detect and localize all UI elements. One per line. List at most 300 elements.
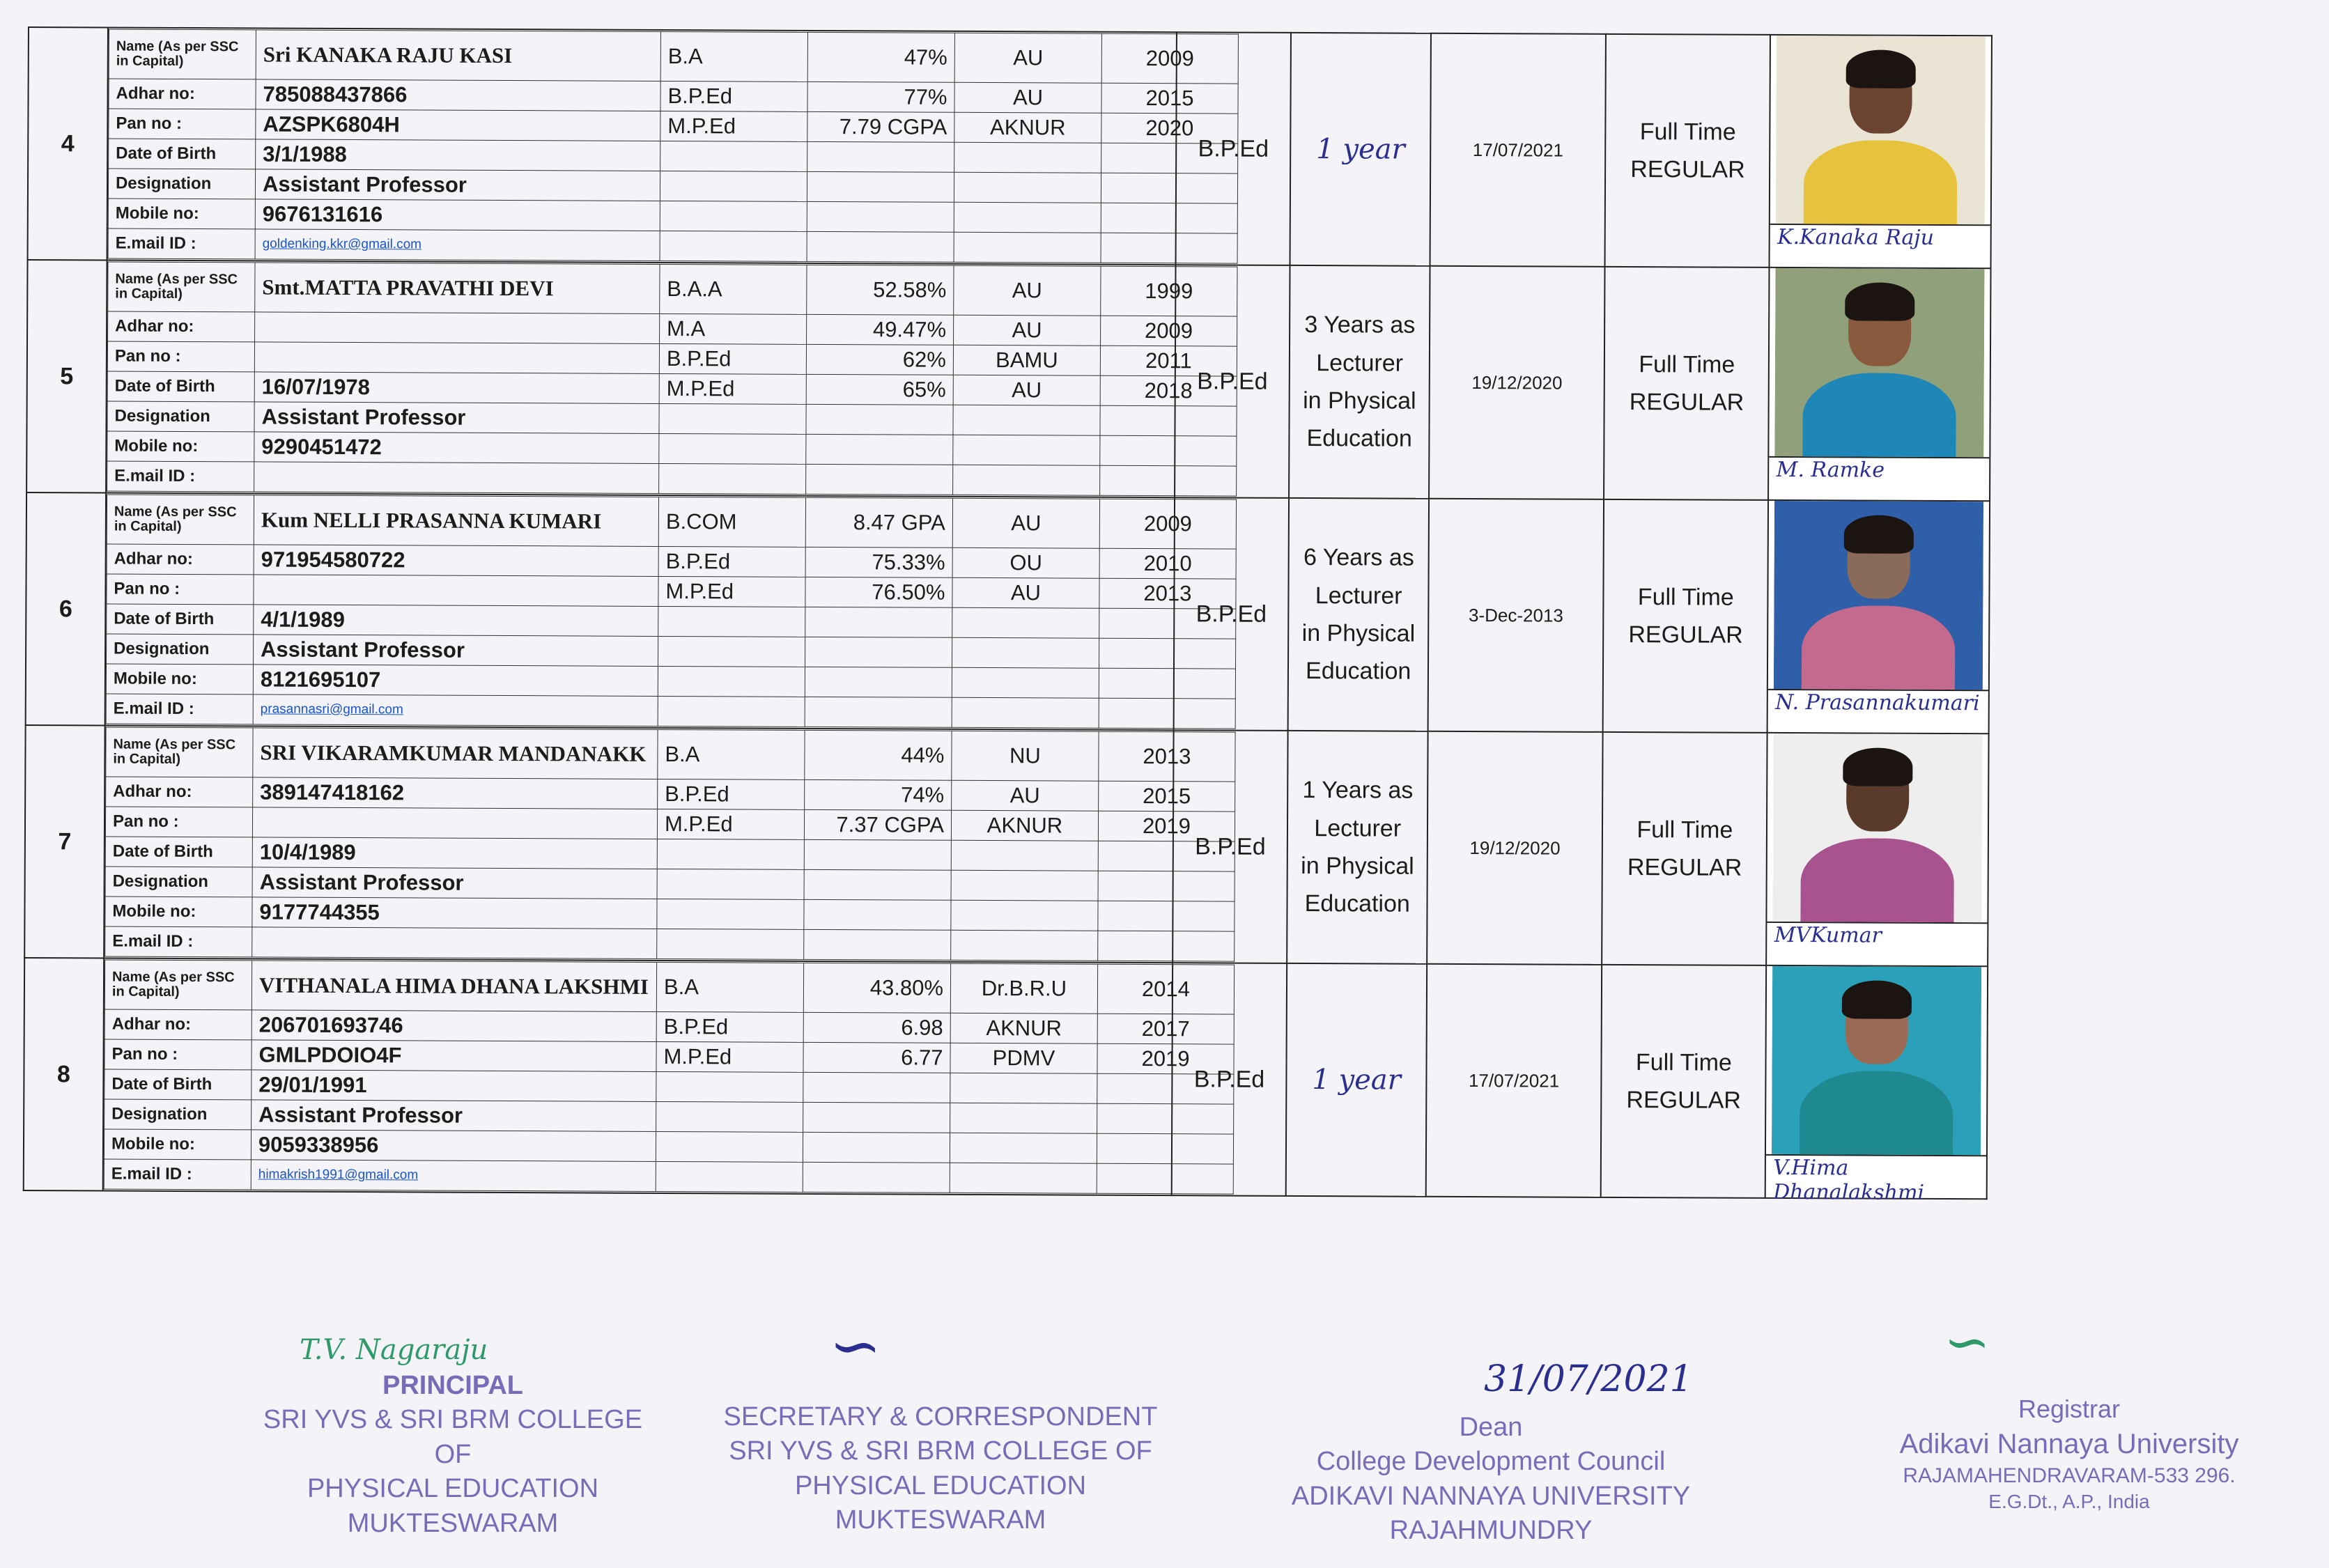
detail-row (109, 79, 1238, 114)
qualification-univ (951, 840, 1098, 871)
field-label-pan: Pan no : (107, 341, 254, 372)
qualification-yr: 2011 (1100, 346, 1237, 376)
field-label-adhar: Adhar no: (106, 777, 253, 807)
nature-of-appointment (1602, 732, 1767, 965)
field-value-designation: Assistant Professor (254, 402, 659, 434)
qualification-univ (953, 405, 1100, 435)
nature-of-appointment (1605, 34, 1771, 267)
field-value-pan (254, 575, 658, 607)
qualification-pct (803, 1132, 950, 1163)
detail-row (109, 29, 1238, 84)
photo-cell (1767, 733, 1989, 966)
field-label-dob: Date of Birth (105, 1069, 252, 1100)
qualification-univ (953, 435, 1100, 465)
field-value-mobile: 9177744355 (252, 897, 657, 929)
experience-cell (1288, 498, 1429, 731)
qualification-univ: NU (952, 731, 1099, 781)
qualification-deg: M.P.Ed (656, 1041, 803, 1072)
detail-row (105, 1039, 1234, 1074)
qualification-deg: B.COM (658, 497, 805, 547)
field-label-pan: Pan no : (105, 807, 252, 837)
detail-row (109, 109, 1238, 143)
field-value-dob: 4/1/1989 (254, 605, 658, 637)
experience-cell (1290, 33, 1431, 266)
faculty-photo (1775, 268, 1985, 457)
nature-line: Full Time (1635, 1048, 1732, 1076)
field-value-designation: Assistant Professor (253, 635, 658, 667)
qualification-deg (658, 636, 805, 667)
photo-hair (1842, 980, 1912, 1018)
field-label-designation: Designation (108, 169, 255, 199)
date-of-joining: 3-Dec-2013 (1428, 499, 1604, 732)
qualification-univ (952, 637, 1099, 668)
experience-line: in Physical (1301, 852, 1414, 880)
faculty-sheet (22, 26, 1993, 1337)
field-label-name: Name (As per SSC in Capital) (108, 262, 255, 312)
nature-line: Full Time (1637, 816, 1733, 844)
detail-row (107, 544, 1236, 579)
faculty-photo (1774, 501, 1983, 690)
field-label-email: E.mail ID : (105, 926, 252, 957)
course-cell: B.P.Ed (1175, 32, 1291, 265)
photo-body (1802, 373, 1956, 457)
field-value-designation: Assistant Professor (252, 1100, 656, 1132)
qualification-pct: 44% (805, 730, 952, 780)
serial-number: 6 (26, 492, 106, 725)
qualification-univ (950, 1133, 1097, 1163)
field-value-email[interactable] (252, 927, 657, 959)
qualification-pct (804, 899, 951, 930)
detail-row (109, 139, 1238, 173)
detail-row (105, 1069, 1234, 1104)
field-label-pan: Pan no : (109, 109, 256, 139)
qualification-pct (805, 697, 952, 727)
qualification-yr: 1999 (1101, 266, 1237, 316)
qualification-pct: 8.47 GPA (805, 497, 952, 548)
qualification-yr: 2009 (1101, 33, 1238, 84)
nature-of-appointment (1601, 965, 1767, 1198)
experience-line: Education (1304, 890, 1410, 918)
qualification-yr: 2015 (1099, 781, 1235, 812)
qualification-univ (950, 1163, 1097, 1193)
qualification-deg: B.A (658, 729, 805, 779)
detail-row (107, 461, 1237, 496)
qualification-univ (953, 465, 1100, 495)
qualification-deg: B.A.A (660, 264, 807, 314)
field-value-name: Kum NELLI PRASANNA KUMARI (254, 495, 658, 547)
field-label-dob: Date of Birth (107, 371, 254, 402)
experience-line: Lecturer (1314, 814, 1402, 842)
qualification-univ (952, 697, 1099, 728)
serial-number: 5 (26, 260, 107, 492)
dean-stamp: Dean College Development Council ADIKAVI NANNAYA UNIVERSITY RAJAHMUNDRY (1291, 1413, 1691, 1546)
field-label-adhar: Adhar no: (109, 79, 256, 109)
field-label-adhar: Adhar no: (107, 311, 254, 342)
detail-row (106, 727, 1235, 782)
field-value-adhar: 206701693746 (252, 1010, 656, 1042)
qualification-deg (656, 1161, 803, 1192)
qualification-pct: 65% (806, 374, 953, 405)
course-cell: B.P.Ed (1171, 963, 1287, 1196)
field-value-email[interactable]: goldenking.kkr@gmail.com (255, 229, 660, 261)
field-label-name: Name (As per SSC in Capital) (106, 727, 253, 777)
detail-row (106, 634, 1235, 669)
principal-stamp: PRINCIPAL SRI YVS & SRI BRM COLLEGE OF PHYSICAL EDUCATION MUKTESWARAM (263, 1371, 643, 1538)
field-value-name: VITHANALA HIMA DHANA LAKSHMI (252, 961, 656, 1012)
qualification-deg (656, 1071, 803, 1102)
photo-hair (1843, 747, 1912, 786)
experience-handwritten: 1 year (1316, 133, 1405, 166)
faculty-signature: K.Kanaka Raju (1770, 224, 1990, 267)
photo-hair (1844, 515, 1914, 553)
qualification-pct (803, 1102, 950, 1133)
qualification-univ (951, 930, 1098, 961)
qualification-pct: 43.80% (803, 963, 950, 1013)
qualification-univ: AKNUR (954, 112, 1101, 143)
photo-body (1804, 140, 1958, 224)
faculty-photo (1773, 733, 1983, 922)
detail-row (107, 431, 1237, 466)
qualification-pct: 6.77 (803, 1042, 950, 1073)
qualification-pct: 74% (805, 779, 952, 810)
qualification-pct (806, 464, 953, 495)
details-table (104, 959, 1235, 1194)
qualification-pct (804, 929, 951, 960)
qualification-deg: M.P.Ed (660, 111, 807, 141)
faculty-signature: M. Ramke (1769, 456, 1989, 500)
photo-hair (1846, 49, 1916, 88)
qualification-yr: 2009 (1099, 499, 1236, 549)
details-block (103, 958, 1191, 1195)
qualification-deg: B.P.Ed (658, 546, 805, 577)
course-cell: B.P.Ed (1175, 265, 1290, 498)
field-label-designation: Designation (106, 634, 253, 665)
details-block (105, 492, 1192, 730)
field-value-designation: Assistant Professor (255, 169, 660, 201)
faculty-photo (1772, 966, 1981, 1155)
date-of-joining: 17/07/2021 (1426, 964, 1602, 1197)
field-label-mobile: Mobile no: (105, 896, 252, 927)
qualification-univ: AKNUR (950, 1013, 1097, 1043)
detail-row (107, 574, 1236, 609)
qualification-deg: B.P.Ed (660, 81, 807, 111)
faculty-row (28, 27, 1992, 268)
field-label-mobile: Mobile no: (104, 1129, 251, 1160)
qualification-deg: M.P.Ed (659, 373, 806, 404)
field-label-mobile: Mobile no: (108, 199, 255, 229)
qualification-pct (807, 231, 954, 262)
experience-cell (1290, 265, 1430, 499)
qualification-deg: B.P.Ed (658, 779, 805, 809)
experience-line: in Physical (1303, 387, 1416, 414)
detail-row (108, 199, 1237, 233)
field-label-mobile: Mobile no: (106, 664, 253, 694)
field-label-adhar: Adhar no: (107, 544, 254, 575)
experience-line: Education (1306, 658, 1411, 685)
field-label-pan: Pan no : (107, 574, 254, 605)
qualification-pct (804, 839, 951, 870)
nature-line: REGULAR (1626, 1087, 1741, 1114)
field-label-name: Name (As per SSC in Capital) (107, 495, 254, 545)
qualification-deg (657, 899, 804, 929)
serial-number: 8 (24, 958, 104, 1190)
detail-row (105, 896, 1235, 931)
field-value-designation: Assistant Professor (252, 867, 657, 899)
field-value-mobile: 9059338956 (251, 1130, 656, 1162)
photo-cell (1767, 500, 1990, 733)
qualification-deg: M.P.Ed (657, 809, 804, 839)
detail-row (107, 311, 1237, 346)
field-value-email[interactable]: prasannasri@gmail.com (253, 694, 658, 727)
qualification-univ (951, 870, 1098, 901)
qualification-deg: M.P.Ed (658, 576, 805, 607)
field-value-dob: 10/4/1989 (252, 837, 657, 869)
faculty-signature: V.Hima Dhanalakshmi (1766, 1154, 1986, 1198)
detail-row (108, 262, 1237, 316)
detail-row (106, 664, 1235, 699)
detail-row (107, 341, 1237, 376)
course-cell: B.P.Ed (1173, 730, 1288, 963)
qualification-univ: OU (952, 548, 1099, 578)
qualification-univ: AU (953, 375, 1100, 405)
qualification-univ (951, 900, 1098, 931)
details-block (107, 28, 1194, 265)
qualification-yr: 2010 (1099, 548, 1236, 579)
qualification-deg: B.A (660, 31, 807, 81)
field-label-pan: Pan no : (105, 1039, 252, 1070)
nature-of-appointment (1604, 267, 1770, 500)
field-value-mobile: 8121695107 (253, 665, 658, 697)
qualification-pct: 6.98 (803, 1012, 950, 1043)
detail-row (105, 1009, 1234, 1044)
detail-row (105, 807, 1235, 841)
experience-cell (1287, 731, 1428, 964)
qualification-deg: M.A (659, 313, 806, 344)
qualification-deg (660, 231, 807, 261)
detail-row (108, 169, 1237, 203)
qualification-univ (950, 1103, 1097, 1133)
detail-row (107, 401, 1237, 436)
detail-row (105, 960, 1234, 1014)
qualification-deg (657, 839, 804, 869)
serial-number: 7 (24, 725, 105, 958)
details-block (104, 725, 1191, 963)
qualification-yr: 2009 (1100, 316, 1237, 346)
experience-line: 1 Years as (1302, 777, 1414, 804)
photo-cell (1770, 35, 1992, 268)
field-label-name: Name (As per SSC in Capital) (109, 29, 256, 79)
faculty-table (23, 26, 1993, 1205)
qualification-pct (803, 1162, 950, 1193)
photo-cell (1768, 267, 1990, 501)
field-label-dob: Date of Birth (107, 604, 254, 635)
qualification-yr: 2019 (1097, 1043, 1234, 1074)
field-label-designation: Designation (105, 867, 252, 897)
detail-row (105, 926, 1235, 961)
field-value-name: Smt.MATTA PRAVATHI DEVI (255, 263, 660, 314)
qualification-pct (805, 607, 952, 637)
field-value-adhar: 971954580722 (254, 545, 658, 577)
detail-row (105, 867, 1235, 901)
field-value-pan (252, 807, 657, 839)
field-label-email: E.mail ID : (108, 228, 255, 259)
qualification-univ (954, 202, 1101, 233)
field-value-mobile: 9676131616 (255, 199, 660, 231)
qualification-deg (659, 403, 806, 434)
qualification-deg (656, 1101, 803, 1132)
principal-signature: T.V. Nagaraju (300, 1334, 488, 1366)
nature-line: Full Time (1639, 350, 1735, 378)
qualification-univ: PDMV (950, 1043, 1097, 1073)
field-label-email: E.mail ID : (106, 694, 253, 724)
qualification-univ: AKNUR (951, 810, 1098, 841)
field-value-email[interactable] (254, 462, 659, 494)
qualification-pct: 52.58% (807, 265, 954, 315)
qualification-pct (806, 404, 953, 435)
photo-body (1802, 605, 1956, 690)
details-table (107, 262, 1237, 497)
date-of-joining: 19/12/2020 (1427, 731, 1603, 965)
qualification-deg (660, 201, 807, 231)
qualification-deg (658, 606, 805, 637)
qualification-univ: AU (952, 498, 1099, 548)
field-value-pan (254, 342, 659, 374)
field-label-designation: Designation (107, 401, 254, 432)
qualification-pct: 75.33% (805, 547, 952, 577)
qualification-pct (807, 201, 954, 232)
field-label-name: Name (As per SSC in Capital) (105, 960, 252, 1010)
qualification-deg (659, 433, 806, 464)
nature-line: REGULAR (1629, 389, 1744, 416)
qualification-univ (950, 1073, 1097, 1103)
qualification-pct: 76.50% (805, 577, 952, 607)
course-cell: B.P.Ed (1173, 497, 1289, 731)
qualification-deg (656, 1131, 803, 1162)
qualification-deg (660, 171, 807, 201)
qualification-univ: BAMU (953, 345, 1100, 375)
experience-line: Lecturer (1316, 349, 1404, 377)
faculty-row (26, 260, 1990, 501)
detail-row (107, 604, 1236, 639)
experience-line: Lecturer (1315, 582, 1402, 610)
field-value-name: SRI VIKARAMKUMAR MANDANAKK (253, 728, 658, 779)
detail-row (104, 1129, 1233, 1164)
experience-line: in Physical (1301, 619, 1416, 647)
field-value-dob: 29/01/1991 (252, 1070, 656, 1102)
detail-row (105, 1099, 1234, 1134)
date-of-joining: 19/12/2020 (1429, 266, 1605, 499)
qualification-univ (954, 142, 1101, 173)
photo-body (1801, 838, 1955, 922)
nature-line: Full Time (1637, 583, 1734, 611)
field-value-adhar (254, 312, 659, 344)
detail-row (107, 495, 1236, 549)
serial-number: 4 (28, 27, 108, 260)
qualification-univ (954, 232, 1101, 263)
qualification-deg: B.P.Ed (656, 1011, 803, 1042)
qualification-pct (806, 434, 953, 465)
qualification-univ: Dr.B.R.U (950, 963, 1097, 1014)
registrar-stamp: Registrar Adikavi Nannaya University RAJAMAHENDRAVARAM-533 296. E.G.Dt., A.P., India (1899, 1395, 2239, 1512)
experience-line: 3 Years as (1304, 311, 1416, 339)
detail-row (108, 228, 1237, 263)
field-value-mobile: 9290451472 (254, 432, 659, 464)
qualification-yr: 2014 (1097, 964, 1234, 1014)
qualification-univ (954, 172, 1101, 203)
field-label-email: E.mail ID : (107, 461, 254, 492)
field-value-name: Sri KANAKA RAJU KASI (256, 30, 660, 81)
field-value-pan: AZSPK6804H (256, 109, 660, 141)
experience-line: Education (1306, 425, 1412, 453)
faculty-signature: N. Prasannakumari (1768, 689, 1988, 733)
qualification-pct: 7.37 CGPA (804, 809, 951, 840)
qualification-deg (657, 869, 804, 899)
field-label-dob: Date of Birth (105, 837, 252, 867)
qualification-univ (952, 667, 1099, 698)
qualification-pct: 49.47% (806, 314, 953, 345)
qualification-deg (659, 463, 806, 494)
qualification-univ: AU (954, 265, 1101, 316)
details-table (105, 727, 1235, 961)
detail-row (106, 694, 1235, 729)
nature-line: REGULAR (1630, 156, 1745, 183)
qualification-yr: 2017 (1097, 1014, 1234, 1044)
dean-date: 31/07/2021 (1484, 1358, 1693, 1400)
faculty-row (24, 725, 1988, 966)
date-of-joining: 17/07/2021 (1430, 33, 1606, 267)
qualification-pct (807, 171, 954, 202)
qualification-univ: AU (952, 780, 1099, 811)
qualification-yr: 2015 (1101, 83, 1238, 114)
faculty-signature: MVKumar (1767, 922, 1988, 965)
photo-body (1800, 1071, 1953, 1155)
qualification-deg (660, 141, 807, 171)
nature-line: REGULAR (1627, 854, 1742, 881)
qualification-deg (658, 696, 805, 727)
detail-row (106, 777, 1235, 812)
field-label-email: E.mail ID : (104, 1159, 251, 1190)
photo-cell (1765, 965, 1988, 1205)
qualification-pct: 77% (807, 81, 954, 112)
qualification-yr: 2013 (1099, 578, 1236, 609)
nature-line: REGULAR (1628, 621, 1743, 649)
field-label-adhar: Adhar no: (105, 1009, 252, 1040)
detail-row (104, 1159, 1233, 1194)
details-table (108, 29, 1239, 264)
field-label-mobile: Mobile no: (107, 431, 254, 462)
field-value-pan: GMLPDOIO4F (252, 1040, 656, 1072)
qualification-pct (805, 637, 952, 667)
qualification-pct: 62% (806, 344, 953, 375)
qualification-yr: 2020 (1101, 113, 1238, 143)
qualification-deg: B.A (656, 962, 803, 1012)
nature-line: Full Time (1639, 118, 1736, 146)
qualification-pct (805, 667, 952, 697)
field-label-dob: Date of Birth (109, 139, 256, 169)
qualification-deg (657, 929, 804, 959)
field-value-dob: 3/1/1988 (256, 139, 660, 171)
qualification-pct: 47% (807, 32, 954, 82)
qualification-pct (803, 1072, 950, 1103)
qualification-pct (807, 141, 954, 172)
qualification-univ: AU (952, 577, 1099, 608)
experience-line: 6 Years as (1303, 544, 1414, 571)
qualification-deg: B.P.Ed (659, 343, 806, 374)
field-value-email[interactable]: himakrish1991@gmail.com (251, 1160, 656, 1192)
qualification-deg (658, 666, 805, 697)
qualification-univ: AU (953, 315, 1100, 346)
qualification-univ: AU (954, 82, 1101, 113)
